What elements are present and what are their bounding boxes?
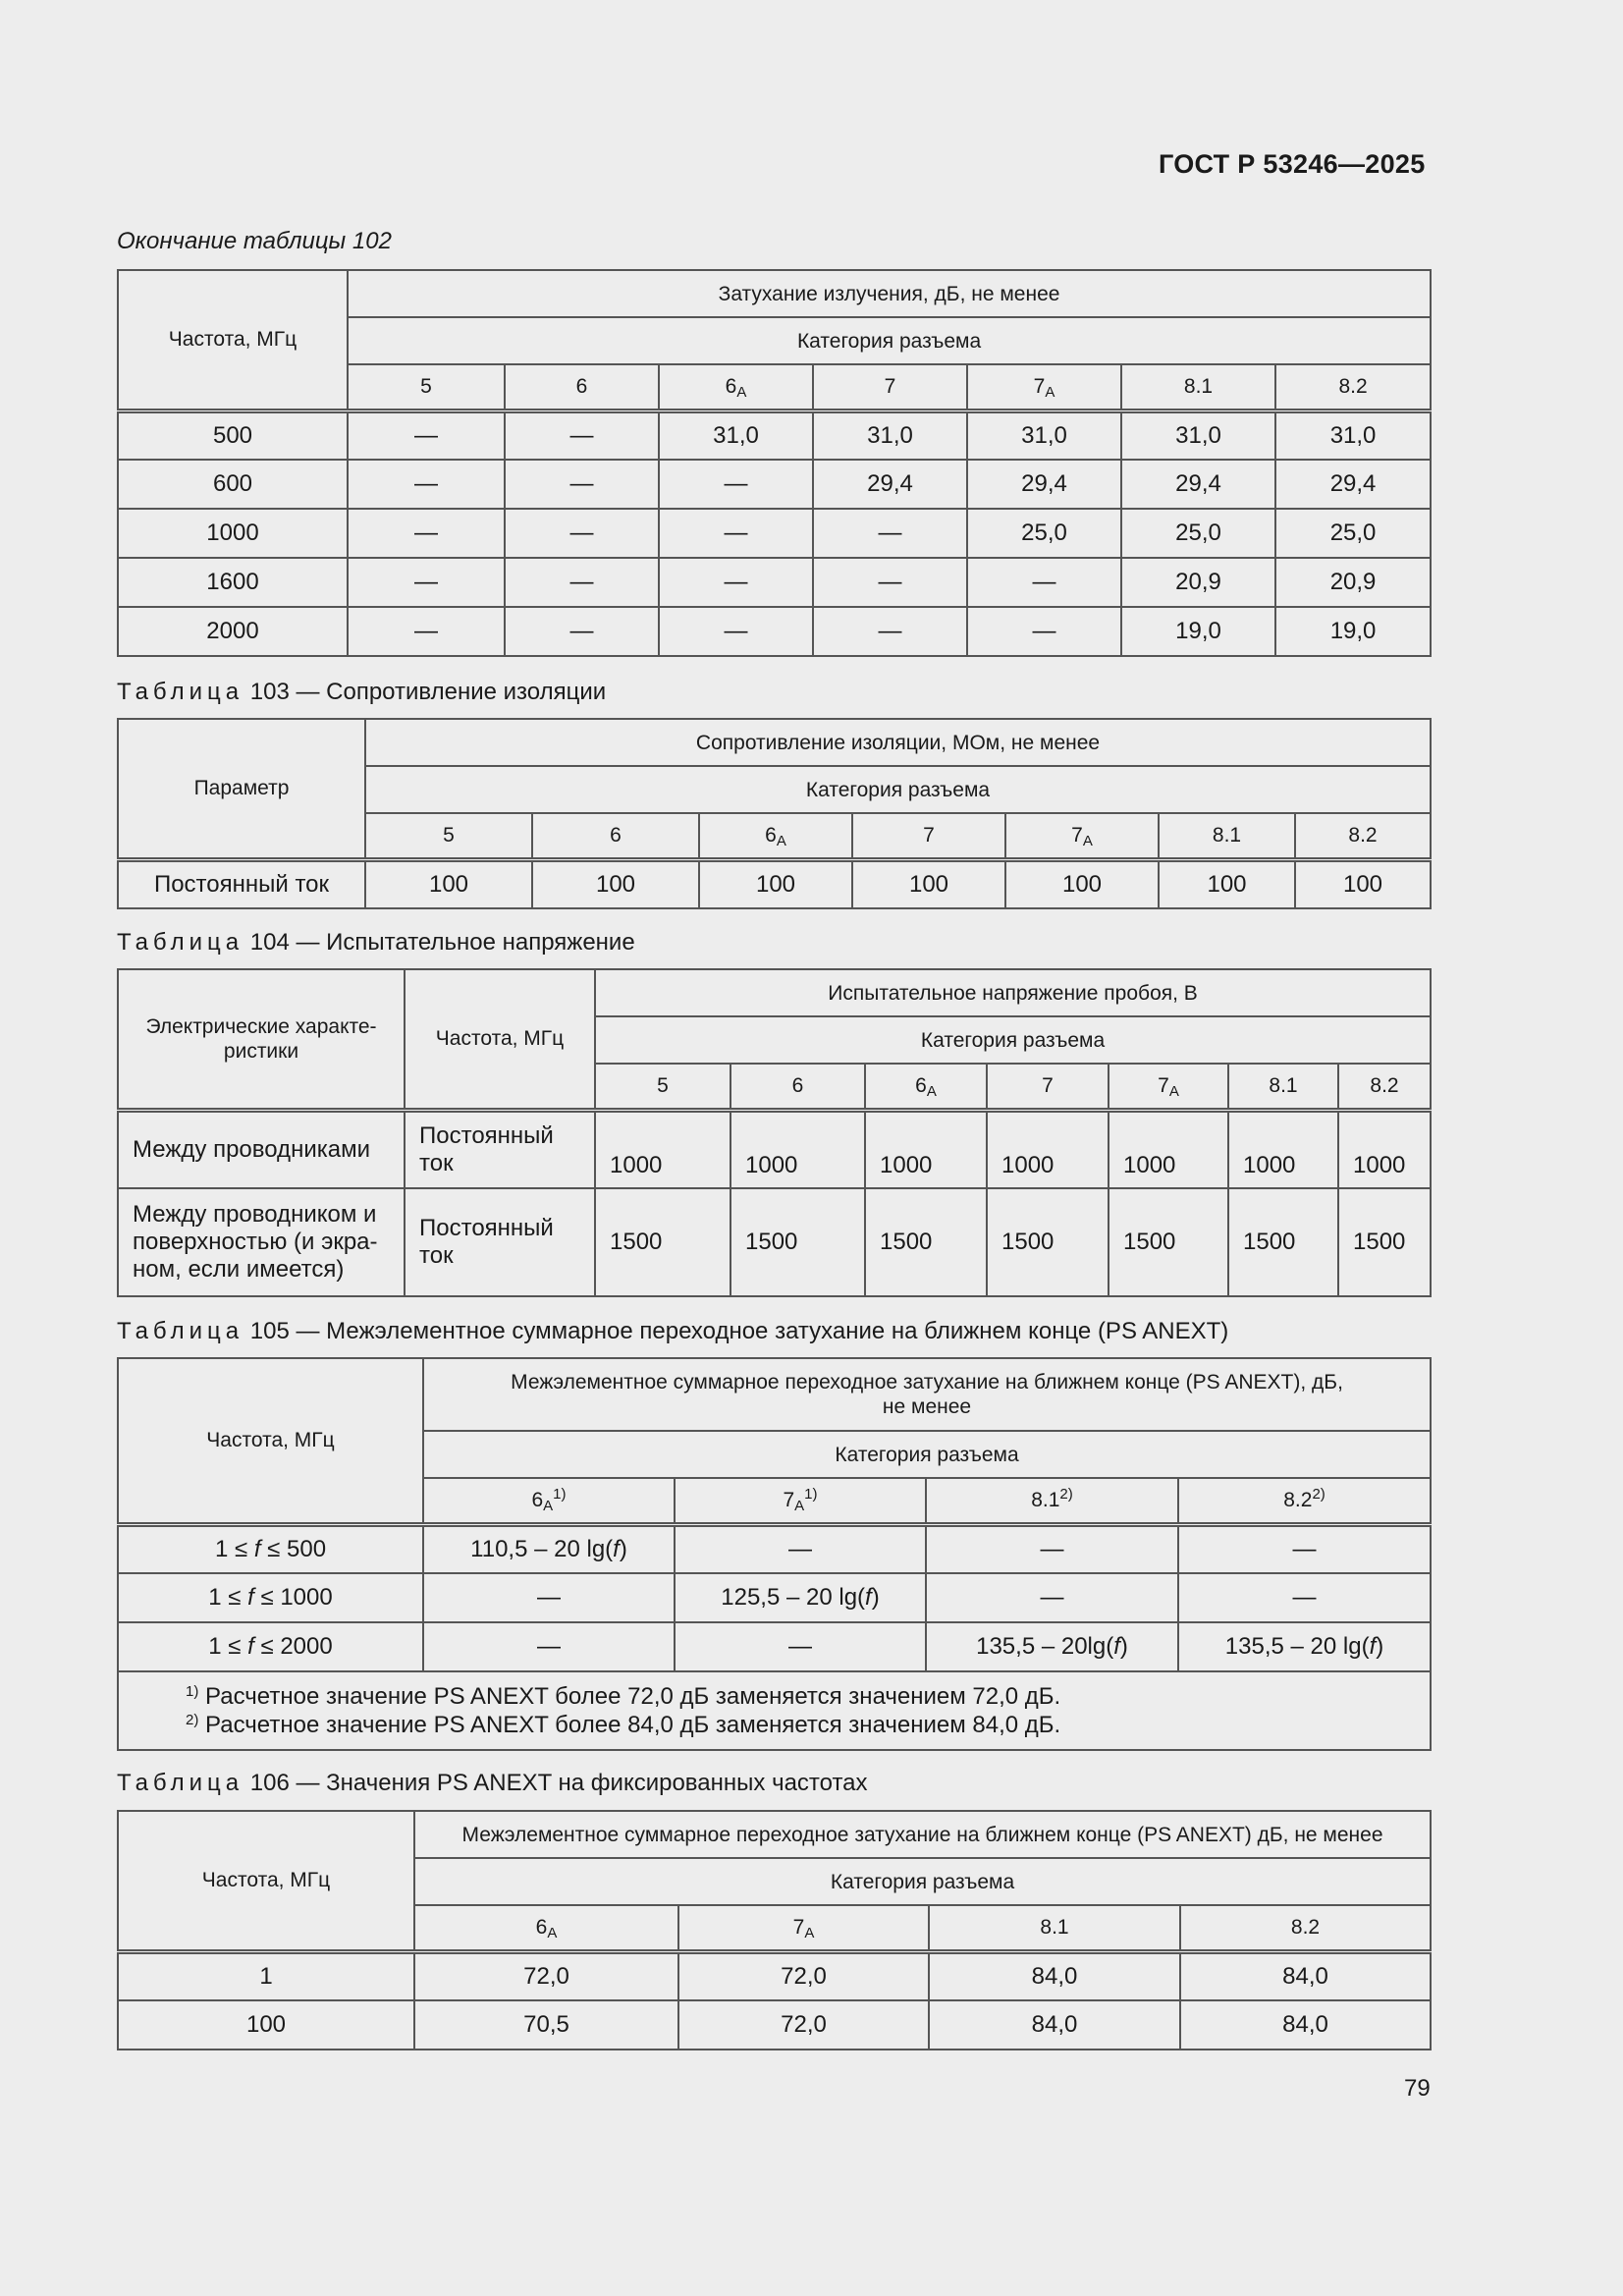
category-6: 6 [532, 813, 699, 859]
subscript: A [804, 1925, 815, 1942]
header-insulation-resistance: Сопротивление изоляции, МОм, не менее [365, 719, 1431, 766]
table-cell: 19,0 [1121, 607, 1275, 656]
table-cell: 100 [852, 859, 1005, 908]
table-cell: 1500 [1338, 1188, 1431, 1296]
category-8-1: 8.1 [929, 1905, 1180, 1951]
table-cell: 1600 [118, 558, 348, 607]
category-6: 6 [505, 364, 659, 410]
header-connector-category: Категория разъема [423, 1431, 1431, 1478]
table-cell: 600 [118, 460, 348, 509]
table-footnotes [118, 1671, 1431, 1750]
table-cell: — [659, 460, 813, 509]
table-cell: — [348, 460, 505, 509]
table-cell: — [659, 558, 813, 607]
table-cell: — [967, 607, 1121, 656]
table-106-caption: Таблица 106 — Значения PS ANEXT на фиксированных частотах [117, 1770, 868, 1796]
header-frequency: Частота, МГц [405, 969, 595, 1110]
table-102 [117, 269, 1432, 657]
table-102-caption: Окончание таблицы 102 [117, 228, 392, 254]
table-cell: 1000 [1109, 1110, 1228, 1188]
table-cell: Между проводниками [118, 1110, 405, 1188]
table-cell: 1000 [730, 1110, 865, 1188]
table-cell: — [813, 509, 967, 558]
category-7a: $7_A$ [1005, 813, 1159, 859]
table-105 [117, 1357, 1432, 1751]
category-8-2: 8.2 [1180, 1905, 1431, 1951]
header-connector-category: Категория разъема [348, 317, 1431, 364]
table-cell: 31,0 [1121, 410, 1275, 460]
table-cell: 500 [118, 410, 348, 460]
table-cell: 20,9 [1121, 558, 1275, 607]
table-cell: 100 [1159, 859, 1295, 908]
footnote-mark: 2) [1059, 1486, 1073, 1503]
table-row [118, 607, 1431, 656]
table-cell: 100 [1005, 859, 1159, 908]
footnote-mark: 1) [804, 1486, 818, 1503]
footnote-mark: 1) [186, 1683, 199, 1700]
table-cell: — [675, 1622, 926, 1671]
table-106 [117, 1810, 1432, 2050]
subscript: A [926, 1083, 937, 1101]
category-7a: $7_A$ [678, 1905, 929, 1951]
table-104 [117, 968, 1432, 1297]
header-parameter: Параметр [118, 719, 365, 859]
subscript: A [1045, 384, 1055, 402]
table-cell: 31,0 [967, 410, 1121, 460]
category-8-2: 8.2 [1338, 1064, 1431, 1110]
table-row [118, 509, 1431, 558]
table-cell: 100 [365, 859, 532, 908]
table-cell: 100 [699, 859, 852, 908]
table-row [118, 410, 1431, 460]
table-row [118, 1110, 1431, 1188]
header-frequency: Частота, МГц [118, 1358, 423, 1524]
table-row [118, 1622, 1431, 1671]
subscript: A [543, 1498, 554, 1515]
category-7a: $7_A$ [1109, 1064, 1228, 1110]
table-cell: 25,0 [967, 509, 1121, 558]
footnote-1: $^{1)}$ Расчетное значение PS ANEXT более 72,0 дБ заменяется значением 72,0 дБ. [186, 1683, 1061, 1710]
category-8-1: 8.1 [1228, 1064, 1338, 1110]
table-104-caption: Таблица 104 — Испытательное напряжение [117, 929, 635, 956]
category-8-2: 8.2 [1295, 813, 1431, 859]
table-cell: 29,4 [1275, 460, 1431, 509]
table-row [118, 2000, 1431, 2050]
table-cell: 135,5 – 20 lg(f) [1178, 1622, 1431, 1671]
table-cell: 1500 [595, 1188, 730, 1296]
table-cell: — [348, 558, 505, 607]
table-cell: — [423, 1573, 675, 1622]
table-cell: — [348, 509, 505, 558]
table-cell: 25,0 [1121, 509, 1275, 558]
category-7: 7 [852, 813, 1005, 859]
table-cell: Постоянный ток [405, 1110, 595, 1188]
table-cell: — [659, 509, 813, 558]
table-cell: Постоянный ток [118, 859, 365, 908]
table-cell: 84,0 [929, 2000, 1180, 2050]
category-6a: $6_A^{1)}$ [423, 1478, 675, 1524]
table-cell: 19,0 [1275, 607, 1431, 656]
subscript: A [547, 1925, 558, 1942]
table-cell: 31,0 [813, 410, 967, 460]
table-cell: Постоянный ток [405, 1188, 595, 1296]
footnote-mark: 2) [1312, 1486, 1325, 1503]
table-cell: 84,0 [1180, 1951, 1431, 2000]
header-breakdown-voltage: Испытательное напряжение пробоя, В [595, 969, 1431, 1016]
table-cell: 1500 [865, 1188, 987, 1296]
table-cell: 1000 [865, 1110, 987, 1188]
table-cell: — [423, 1622, 675, 1671]
table-row [118, 859, 1431, 908]
header-electrical-characteristics: Электрические характе-ристики [118, 969, 405, 1110]
table-cell: 100 [118, 2000, 414, 2050]
table-row [118, 1573, 1431, 1622]
table-row [118, 1951, 1431, 2000]
table-cell: — [1178, 1573, 1431, 1622]
category-7: 7 [813, 364, 967, 410]
category-5: 5 [348, 364, 505, 410]
table-cell: 135,5 – 20lg(f) [926, 1622, 1178, 1671]
table-cell: — [505, 460, 659, 509]
category-8-2: 8.2 [1275, 364, 1431, 410]
table-cell: 1000 [1228, 1110, 1338, 1188]
table-cell: 1500 [1228, 1188, 1338, 1296]
table-cell: — [675, 1524, 926, 1573]
table-cell: — [505, 509, 659, 558]
category-6a: $6_A$ [699, 813, 852, 859]
frequency-range: 1 ≤ f ≤ 500 [118, 1524, 423, 1573]
table-cell: — [348, 607, 505, 656]
table-cell: 2000 [118, 607, 348, 656]
header-frequency: Частота, МГц [118, 1811, 414, 1951]
table-cell: 1000 [595, 1110, 730, 1188]
subscript: A [1082, 833, 1093, 850]
category-6: 6 [730, 1064, 865, 1110]
category-7a: $7_A$ [967, 364, 1121, 410]
table-cell: 31,0 [659, 410, 813, 460]
table-cell: — [813, 558, 967, 607]
subscript: A [776, 833, 786, 850]
table-cell: 29,4 [813, 460, 967, 509]
table-cell: Между проводником и поверхностью (и экра-ном, если имеется) [118, 1188, 405, 1296]
footnote-2: $^{2)}$ Расчетное значение PS ANEXT более 84,0 дБ заменяется значением 84,0 дБ. [186, 1712, 1061, 1738]
table-cell: 110,5 – 20 lg(f) [423, 1524, 675, 1573]
table-cell: 72,0 [678, 2000, 929, 2050]
table-cell: 72,0 [678, 1951, 929, 2000]
table-cell: 125,5 – 20 lg(f) [675, 1573, 926, 1622]
category-6a: $6_A$ [659, 364, 813, 410]
category-7a: $7_A^{1)}$ [675, 1478, 926, 1524]
table-cell: 100 [532, 859, 699, 908]
category-8-2: 8.2$^{2)}$ [1178, 1478, 1431, 1524]
category-8-1: 8.1 [1159, 813, 1295, 859]
table-cell: 29,4 [967, 460, 1121, 509]
category-7: 7 [987, 1064, 1109, 1110]
header-connector-category: Категория разъема [365, 766, 1431, 813]
table-cell: 31,0 [1275, 410, 1431, 460]
table-cell: — [1178, 1524, 1431, 1573]
table-cell: 84,0 [1180, 2000, 1431, 2050]
table-cell: — [659, 607, 813, 656]
header-connector-category: Категория разъема [595, 1016, 1431, 1064]
category-5: 5 [595, 1064, 730, 1110]
table-cell: 1000 [1338, 1110, 1431, 1188]
table-cell: — [505, 607, 659, 656]
footnote-mark: 2) [186, 1712, 199, 1728]
table-103 [117, 718, 1432, 909]
table-105-caption: Таблица 105 — Межэлементное суммарное переходное затухание на ближнем конце (PS ANEXT) [117, 1318, 1229, 1344]
footnote-mark: 1) [553, 1486, 567, 1503]
table-cell: 1500 [987, 1188, 1109, 1296]
header-frequency: Частота, МГц [118, 270, 348, 410]
table-cell: 72,0 [414, 1951, 678, 2000]
table-row [118, 1188, 1431, 1296]
category-8-1: 8.1 [1121, 364, 1275, 410]
table-cell: 1000 [118, 509, 348, 558]
table-cell: 1500 [1109, 1188, 1228, 1296]
frequency-range: 1 ≤ f ≤ 1000 [118, 1573, 423, 1622]
category-6a: $6_A$ [865, 1064, 987, 1110]
table-cell: — [813, 607, 967, 656]
table-cell: 1000 [987, 1110, 1109, 1188]
document-header: ГОСТ Р 53246—2025 [1159, 149, 1426, 179]
table-cell: — [926, 1524, 1178, 1573]
table-cell: 25,0 [1275, 509, 1431, 558]
table-cell: 1500 [730, 1188, 865, 1296]
table-cell: 29,4 [1121, 460, 1275, 509]
table-cell: 84,0 [929, 1951, 1180, 2000]
category-8-1: 8.1$^{2)}$ [926, 1478, 1178, 1524]
table-cell: 20,9 [1275, 558, 1431, 607]
header-ps-anext: Межэлементное суммарное переходное затухание на ближнем конце (PS ANEXT) дБ, не менее [414, 1811, 1431, 1858]
table-cell: 1 [118, 1951, 414, 2000]
table-cell: — [926, 1573, 1178, 1622]
table-cell: — [505, 410, 659, 460]
category-5: 5 [365, 813, 532, 859]
header-ps-anext: Межэлементное суммарное переходное затухание на ближнем конце (PS ANEXT), дБ, не менее [423, 1358, 1431, 1431]
page-number: 79 [1404, 2075, 1431, 2102]
subscript: A [1168, 1083, 1179, 1101]
category-6a: $6_A$ [414, 1905, 678, 1951]
table-cell: — [967, 558, 1121, 607]
table-row [118, 1524, 1431, 1573]
table-103-caption: Таблица 103 — Сопротивление изоляции [117, 679, 607, 705]
table-cell: — [348, 410, 505, 460]
table-cell: — [505, 558, 659, 607]
frequency-range: 1 ≤ f ≤ 2000 [118, 1622, 423, 1671]
table-row [118, 460, 1431, 509]
table-cell: 100 [1295, 859, 1431, 908]
subscript: A [736, 384, 747, 402]
table-cell: 70,5 [414, 2000, 678, 2050]
subscript: A [794, 1498, 805, 1515]
header-emission-attenuation: Затухание излучения, дБ, не менее [348, 270, 1431, 317]
header-connector-category: Категория разъема [414, 1858, 1431, 1905]
table-row [118, 558, 1431, 607]
